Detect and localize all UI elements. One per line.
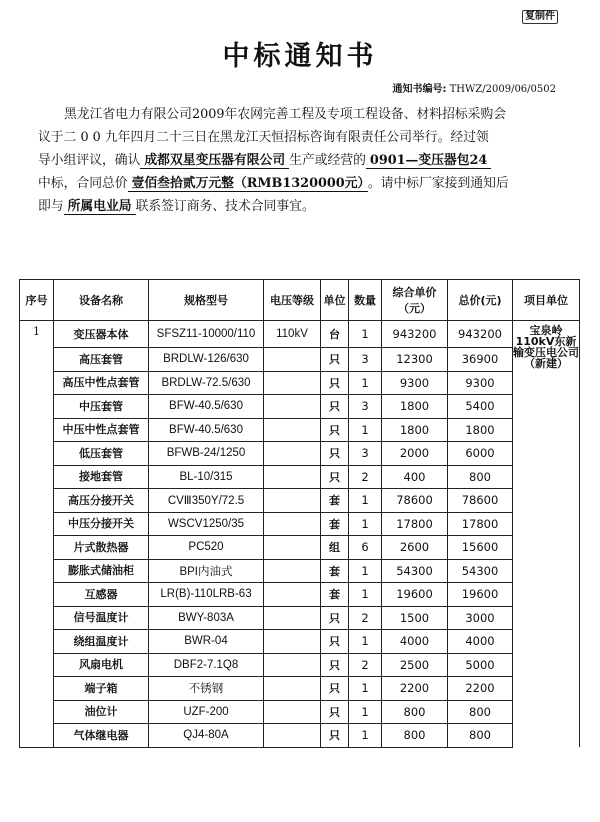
qty-cell: 1 <box>349 512 382 536</box>
name-cell: 风扇电机 <box>54 653 149 677</box>
price-cell: 943200 <box>382 321 448 348</box>
copy-stamp: 复制件 <box>522 10 558 24</box>
name-cell: 中压中性点套管 <box>54 418 149 442</box>
table-row <box>20 653 580 677</box>
price-cell: 400 <box>382 465 448 489</box>
contract-total: 壹佰叁拾贰万元整（RMB1320000元） <box>128 176 368 192</box>
name-cell: 中压套管 <box>54 395 149 419</box>
name-cell: 膨胀式储油柜 <box>54 559 149 583</box>
total-cell: 943200 <box>448 321 513 348</box>
qty-cell: 1 <box>349 418 382 442</box>
seq-cell <box>20 465 54 489</box>
qty-cell: 2 <box>349 606 382 630</box>
spec-cell: BRDLW-72.5/630 <box>149 371 264 395</box>
notice-text: 联系签订商务、技术合同事宜。 <box>135 199 315 214</box>
total-cell: 1800 <box>448 418 513 442</box>
seq-cell <box>20 536 54 560</box>
qty-cell: 6 <box>349 536 382 560</box>
qty-cell: 3 <box>349 442 382 466</box>
table-row <box>20 700 580 724</box>
voltage-cell: 110kV <box>264 321 321 348</box>
seq-cell <box>20 653 54 677</box>
table-row <box>20 489 580 513</box>
seq-cell <box>20 606 54 630</box>
project-unit-cell: 宝泉岭110kV东新输变压电公司（新建） <box>513 321 580 748</box>
name-cell: 接地套管 <box>54 465 149 489</box>
voltage-cell <box>264 465 321 489</box>
name-cell: 气体继电器 <box>54 724 149 748</box>
notice-line: 黑龙江省电力有限公司2009年农网完善工程及专项工程设备、材料招标采购会 <box>64 107 507 122</box>
winner-name: 成都双星变压器有限公司 <box>140 153 289 169</box>
notice-text: 中标，合同总价 <box>38 176 128 191</box>
price-cell: 2600 <box>382 536 448 560</box>
unit-cell: 只 <box>321 724 349 748</box>
name-cell: 高压套管 <box>54 348 149 372</box>
table-body <box>20 321 580 748</box>
seq-cell <box>20 489 54 513</box>
spec-cell: LR(B)-110LRB-63 <box>149 583 264 607</box>
price-cell: 12300 <box>382 348 448 372</box>
spec-cell: UZF-200 <box>149 700 264 724</box>
price-cell: 2000 <box>382 442 448 466</box>
table-row <box>20 371 580 395</box>
price-cell: 2500 <box>382 653 448 677</box>
voltage-cell <box>264 395 321 419</box>
unit-cell: 只 <box>321 630 349 654</box>
notice-line <box>38 172 566 195</box>
notice-text: 导小组评议，确认 <box>38 153 141 168</box>
col-header: 规格型号 <box>149 280 264 321</box>
voltage-cell <box>264 559 321 583</box>
notice-line: 议于二 0 0 九年四月二十三日在黑龙江天恒招标咨询有限责任公司举行。经过领 <box>38 130 489 145</box>
table-row <box>20 465 580 489</box>
voltage-cell <box>264 700 321 724</box>
price-cell: 78600 <box>382 489 448 513</box>
voltage-cell <box>264 371 321 395</box>
table-row <box>20 512 580 536</box>
unit-cell: 只 <box>321 606 349 630</box>
voltage-cell <box>264 583 321 607</box>
seq-cell <box>20 348 54 372</box>
qty-cell: 1 <box>349 677 382 701</box>
seq-cell <box>20 677 54 701</box>
name-cell: 片式散热器 <box>54 536 149 560</box>
voltage-cell <box>264 536 321 560</box>
seq-cell <box>20 371 54 395</box>
notice-body <box>38 103 566 218</box>
name-cell: 绕组温度计 <box>54 630 149 654</box>
total-cell: 6000 <box>448 442 513 466</box>
name-cell: 低压套管 <box>54 442 149 466</box>
col-header: 电压等级 <box>264 280 321 321</box>
qty-cell: 1 <box>349 489 382 513</box>
notice-line <box>38 195 566 218</box>
table-row <box>20 677 580 701</box>
price-cell: 1800 <box>382 395 448 419</box>
total-cell: 54300 <box>448 559 513 583</box>
seq-cell <box>20 442 54 466</box>
name-cell: 变压器本体 <box>54 321 149 348</box>
spec-cell: BFWB-24/1250 <box>149 442 264 466</box>
notice-text: 生产或经营的 <box>289 153 366 168</box>
voltage-cell <box>264 348 321 372</box>
seq-cell <box>20 418 54 442</box>
price-cell: 17800 <box>382 512 448 536</box>
spec-cell: BWY-803A <box>149 606 264 630</box>
total-cell: 15600 <box>448 536 513 560</box>
qty-cell: 1 <box>349 559 382 583</box>
price-cell: 19600 <box>382 583 448 607</box>
notice-line <box>38 149 566 172</box>
notice-text: 即与 <box>38 199 64 214</box>
table-row <box>20 418 580 442</box>
total-cell: 5400 <box>448 395 513 419</box>
seq-cell <box>20 559 54 583</box>
col-header: 单位 <box>321 280 349 321</box>
spec-cell: QJ4-80A <box>149 724 264 748</box>
col-header: 总价(元) <box>448 280 513 321</box>
col-header: 数量 <box>349 280 382 321</box>
unit-cell: 只 <box>321 677 349 701</box>
total-cell: 9300 <box>448 371 513 395</box>
voltage-cell <box>264 653 321 677</box>
name-cell: 高压中性点套管 <box>54 371 149 395</box>
total-cell: 800 <box>448 724 513 748</box>
col-header: 综合单价（元） <box>382 280 448 321</box>
spec-cell: BL-10/315 <box>149 465 264 489</box>
price-cell: 4000 <box>382 630 448 654</box>
price-cell: 800 <box>382 700 448 724</box>
table-header-row <box>20 280 580 321</box>
voltage-cell <box>264 630 321 654</box>
name-cell: 互感器 <box>54 583 149 607</box>
total-cell: 3000 <box>448 606 513 630</box>
qty-cell: 1 <box>349 371 382 395</box>
table-row <box>20 442 580 466</box>
price-cell: 9300 <box>382 371 448 395</box>
page-title: 中标通知书 <box>222 41 378 72</box>
doc-number-value: THWZ/2009/06/0502 <box>449 84 556 95</box>
unit-cell: 只 <box>321 348 349 372</box>
voltage-cell <box>264 512 321 536</box>
total-cell: 5000 <box>448 653 513 677</box>
qty-cell: 1 <box>349 630 382 654</box>
qty-cell: 3 <box>349 395 382 419</box>
unit-cell: 套 <box>321 512 349 536</box>
price-cell: 54300 <box>382 559 448 583</box>
bureau-name: 所属电业局 <box>64 199 136 215</box>
seq-cell <box>20 512 54 536</box>
unit-cell: 只 <box>321 465 349 489</box>
seq-cell <box>20 395 54 419</box>
price-cell: 1500 <box>382 606 448 630</box>
seq-cell <box>20 583 54 607</box>
voltage-cell <box>264 606 321 630</box>
unit-cell: 只 <box>321 700 349 724</box>
voltage-cell <box>264 418 321 442</box>
voltage-cell <box>264 724 321 748</box>
unit-cell: 只 <box>321 418 349 442</box>
qty-cell: 1 <box>349 700 382 724</box>
table-row <box>20 630 580 654</box>
doc-number <box>392 80 556 95</box>
name-cell: 中压分接开关 <box>54 512 149 536</box>
name-cell: 信号温度计 <box>54 606 149 630</box>
spec-cell: BFW-40.5/630 <box>149 418 264 442</box>
spec-cell: SFSZ11-10000/110 <box>149 321 264 348</box>
package-name: 0901—变压器包24 <box>366 153 491 169</box>
total-cell: 19600 <box>448 583 513 607</box>
unit-cell: 只 <box>321 653 349 677</box>
qty-cell: 3 <box>349 348 382 372</box>
seq-cell: 1 <box>20 321 54 348</box>
seq-cell <box>20 700 54 724</box>
table-row <box>20 583 580 607</box>
total-cell: 2200 <box>448 677 513 701</box>
spec-cell: WSCV1250/35 <box>149 512 264 536</box>
unit-cell: 台 <box>321 321 349 348</box>
table-row <box>20 724 580 748</box>
table-row <box>20 395 580 419</box>
table-row <box>20 536 580 560</box>
total-cell: 17800 <box>448 512 513 536</box>
total-cell: 800 <box>448 700 513 724</box>
col-header: 项目单位 <box>513 280 580 321</box>
unit-cell: 只 <box>321 395 349 419</box>
seq-cell <box>20 724 54 748</box>
total-cell: 78600 <box>448 489 513 513</box>
total-cell: 800 <box>448 465 513 489</box>
spec-cell: BRDLW-126/630 <box>149 348 264 372</box>
table-row <box>20 321 580 348</box>
notice-text: 。请中标厂家接到通知后 <box>367 176 509 191</box>
equipment-table <box>19 279 580 748</box>
spec-cell: BWR-04 <box>149 630 264 654</box>
table-row <box>20 606 580 630</box>
price-cell: 2200 <box>382 677 448 701</box>
unit-cell: 只 <box>321 442 349 466</box>
unit-cell: 只 <box>321 371 349 395</box>
spec-cell: BPI内油式 <box>149 559 264 583</box>
total-cell: 4000 <box>448 630 513 654</box>
spec-cell: PC520 <box>149 536 264 560</box>
qty-cell: 1 <box>349 321 382 348</box>
name-cell: 高压分接开关 <box>54 489 149 513</box>
col-header: 序号 <box>20 280 54 321</box>
qty-cell: 1 <box>349 724 382 748</box>
unit-cell: 组 <box>321 536 349 560</box>
seq-cell <box>20 630 54 654</box>
voltage-cell <box>264 442 321 466</box>
unit-cell: 套 <box>321 583 349 607</box>
voltage-cell <box>264 677 321 701</box>
price-cell: 1800 <box>382 418 448 442</box>
name-cell: 端子箱 <box>54 677 149 701</box>
table-row <box>20 348 580 372</box>
voltage-cell <box>264 489 321 513</box>
table-row <box>20 559 580 583</box>
unit-cell: 套 <box>321 559 349 583</box>
col-header: 设备名称 <box>54 280 149 321</box>
spec-cell: DBF2-7.1Q8 <box>149 653 264 677</box>
qty-cell: 2 <box>349 465 382 489</box>
qty-cell: 2 <box>349 653 382 677</box>
spec-cell: 不锈钢 <box>149 677 264 701</box>
spec-cell: CVⅢ350Y/72.5 <box>149 489 264 513</box>
total-cell: 36900 <box>448 348 513 372</box>
name-cell: 油位计 <box>54 700 149 724</box>
qty-cell: 1 <box>349 583 382 607</box>
price-cell: 800 <box>382 724 448 748</box>
doc-number-label: 通知书编号: <box>392 84 447 95</box>
unit-cell: 套 <box>321 489 349 513</box>
spec-cell: BFW-40.5/630 <box>149 395 264 419</box>
